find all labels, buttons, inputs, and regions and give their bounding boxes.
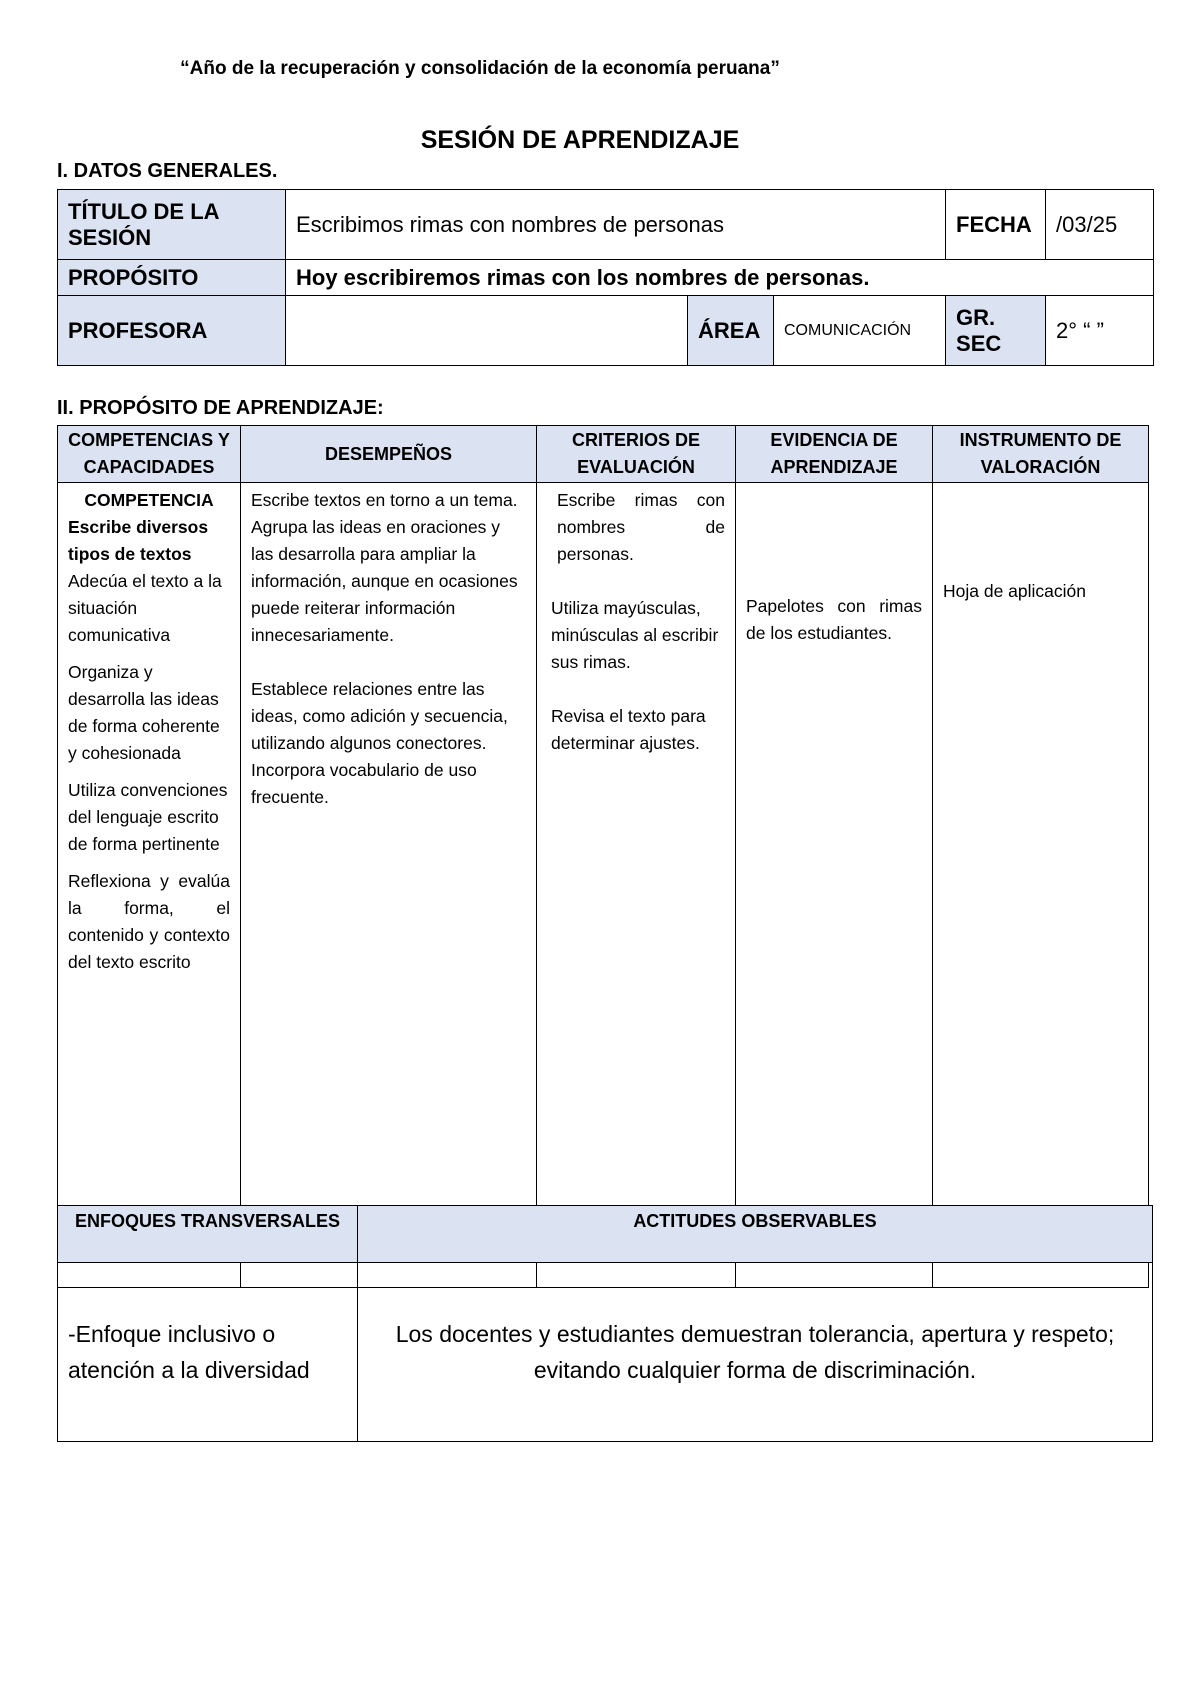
enfoque-cell: -Enfoque inclusivo o atención a la diversidad bbox=[58, 1263, 358, 1442]
header-enfoques: ENFOQUES TRANSVERSALES bbox=[58, 1206, 358, 1263]
profesora-label: PROFESORA bbox=[58, 296, 286, 366]
criterio-item: Revisa el texto para determinar ajustes. bbox=[551, 706, 706, 753]
header-criterios: CRITERIOS DE EVALUACIÓN bbox=[537, 426, 736, 483]
header-evidencia: EVIDENCIA DE APRENDIZAJE bbox=[736, 426, 933, 483]
desempeno-item: Establece relaciones entre las ideas, como adición y secuencia, utilizando algunos conectores. Incorpora vocabulario de uso frecuente. bbox=[251, 679, 508, 807]
profesora-value bbox=[286, 296, 688, 366]
section1-title: I. DATOS GENERALES. bbox=[57, 160, 278, 182]
criterios-cell bbox=[537, 483, 736, 1288]
capacidad-item: Adecúa el texto a la situación comunicativa bbox=[68, 571, 222, 645]
grsec-label: GR. SEC bbox=[946, 296, 1046, 366]
competencia-name: Escribe diversos tipos de textos bbox=[68, 517, 209, 564]
actitud-cell: Los docentes y estudiantes demuestran tolerancia, apertura y respeto; evitando cualquier forma de discriminación. bbox=[358, 1263, 1153, 1442]
criterio-item: Utiliza mayúsculas, minúsculas al escribir sus rimas. bbox=[551, 598, 719, 672]
motto: “Año de la recuperación y consolidación de la economía peruana” bbox=[180, 58, 780, 79]
proposito-label: PROPÓSITO bbox=[58, 260, 286, 296]
criterio-item: Escribe rimas con nombres de personas. bbox=[557, 490, 725, 564]
grsec-value: 2° “ ” bbox=[1046, 296, 1154, 366]
document-title: SESIÓN DE APRENDIZAJE bbox=[420, 126, 740, 154]
competencia-heading: COMPETENCIA bbox=[84, 490, 214, 510]
area-label: ÁREA bbox=[688, 296, 774, 366]
fecha-label: FECHA bbox=[946, 190, 1046, 260]
enfoques-table bbox=[57, 1205, 1153, 1442]
area-value: COMUNICACIÓN bbox=[774, 296, 946, 366]
header-instrumento: INSTRUMENTO DE VALORACIÓN bbox=[933, 426, 1149, 483]
instrumento-cell: Hoja de aplicación bbox=[933, 483, 1149, 1288]
evidencia-cell: Papelotes con rimas de los estudiantes. bbox=[736, 483, 933, 1288]
datos-generales-table bbox=[57, 189, 1154, 366]
titulo-label: TÍTULO DE LA SESIÓN bbox=[58, 190, 286, 260]
proposito-aprendizaje-table bbox=[57, 425, 1149, 1288]
capacidad-item: Utiliza convenciones del lenguaje escrito de forma pertinente bbox=[68, 780, 228, 854]
titulo-value: Escribimos rimas con nombres de personas bbox=[286, 190, 946, 260]
desempenos-cell bbox=[241, 483, 537, 1288]
capacidad-item: Reflexiona y evalúa la forma, el contenido y contexto del texto escrito bbox=[68, 871, 230, 972]
header-desempenos: DESEMPEÑOS bbox=[241, 426, 537, 483]
competencias-cell bbox=[58, 483, 241, 1288]
fecha-value: /03/25 bbox=[1046, 190, 1154, 260]
desempeno-item: Escribe textos en torno a un tema. Agrupa las ideas en oraciones y las desarrolla para ampliar la información, aunque en ocasiones puede reiterar información innecesariamente. bbox=[251, 490, 518, 645]
header-competencias: COMPETENCIAS Y CAPACIDADES bbox=[58, 426, 241, 483]
header-actitudes: ACTITUDES OBSERVABLES bbox=[358, 1206, 1153, 1263]
capacidad-item: Organiza y desarrolla las ideas de forma coherente y cohesionada bbox=[68, 662, 220, 763]
section2-title: II. PROPÓSITO DE APRENDIZAJE: bbox=[57, 397, 384, 419]
proposito-value: Hoy escribiremos rimas con los nombres de personas. bbox=[286, 260, 1154, 296]
